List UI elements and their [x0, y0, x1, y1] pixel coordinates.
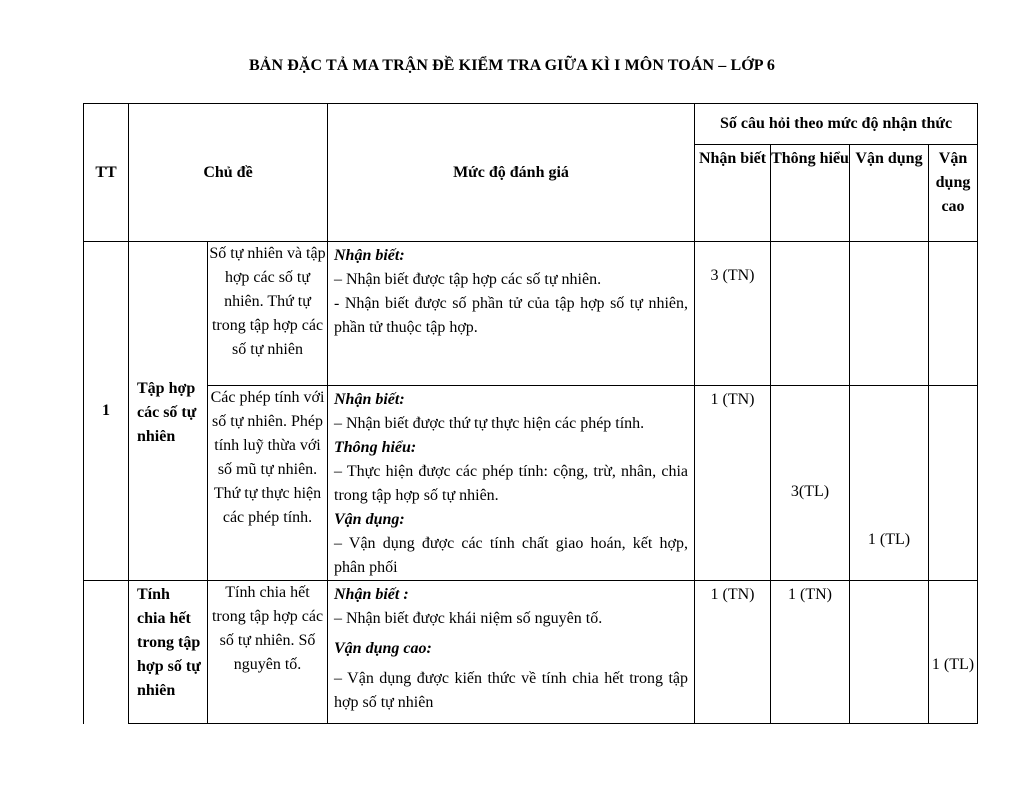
subtopic-cell: Các phép tính với số tự nhiên. Phép tính luỹ thừa với số mũ tự nhiên. Thứ tự thực hiện các phép tính. [208, 386, 328, 581]
count-van-dung [850, 242, 929, 386]
count-thong-hieu [771, 242, 850, 386]
level-label: Vận dụng: [334, 511, 405, 528]
header-muc-do-danh-gia: Mức độ đánh giá [328, 104, 695, 242]
assessment-description [328, 386, 695, 581]
assessment-description [328, 581, 695, 724]
table-row [84, 242, 978, 386]
level-label: Nhận biết: [334, 247, 405, 264]
count-van-dung: 1 (TL) [850, 386, 929, 581]
level-label: Nhận biết : [334, 586, 409, 603]
level-label: Thông hiểu: [334, 439, 417, 456]
count-nhan-biet: 1 (TN) [695, 386, 771, 581]
row-number [84, 581, 129, 724]
count-thong-hieu: 3(TL) [771, 386, 850, 581]
count-van-dung-cao [929, 386, 978, 581]
topic-cell: Tính chia hết trong tập hợp số tự nhiên [129, 581, 208, 724]
description-line: – Nhận biết được thứ tự thực hiện các phép tính. [334, 415, 645, 432]
header-level-van-dung-cao: Vận dụng cao [929, 145, 978, 242]
description-line: – Vận dụng được các tính chất giao hoán, kết hợp, phân phối [334, 535, 688, 576]
description-line: - Nhận biết được số phần tử của tập hợp số tự nhiên, phần tử thuộc tập hợp. [334, 295, 688, 336]
level-label: Vận dụng cao: [334, 640, 432, 657]
description-line: – Nhận biết được khái niệm số nguyên tố. [334, 610, 603, 627]
assessment-description [328, 242, 695, 386]
subtopic-cell: Tính chia hết trong tập hợp các số tự nhiên. Số nguyên tố. [208, 581, 328, 724]
count-nhan-biet: 1 (TN) [695, 581, 771, 724]
header-level-van-dung: Vận dụng [850, 145, 929, 242]
row-number: 1 [84, 242, 129, 581]
description-line: – Vận dụng được kiến thức về tính chia hết trong tập hợp số tự nhiên [334, 670, 688, 711]
count-van-dung-cao [929, 242, 978, 386]
document-title: BẢN ĐẶC TẢ MA TRẬN ĐỀ KIỂM TRA GIỮA KÌ I MÔN TOÁN – LỚP 6 [249, 57, 775, 74]
header-tt: TT [84, 104, 129, 242]
header-level-thong-hieu: Thông hiểu [771, 145, 850, 242]
subtopic-cell: Số tự nhiên và tập hợp các số tự nhiên. Thứ tự trong tập hợp các số tự nhiên [208, 242, 328, 386]
header-level-nhan-biet: Nhận biết [695, 145, 771, 242]
header-row [84, 104, 978, 145]
table-row [84, 581, 978, 724]
header-chu-de: Chủ đề [129, 104, 328, 242]
table-row [84, 386, 978, 581]
count-nhan-biet: 3 (TN) [695, 242, 771, 386]
description-line: – Nhận biết được tập hợp các số tự nhiên. [334, 271, 602, 288]
count-van-dung-cao: 1 (TL) [929, 581, 978, 724]
count-van-dung [850, 581, 929, 724]
level-label: Nhận biết: [334, 391, 405, 408]
topic-cell: Tập hợp các số tự nhiên [129, 242, 208, 581]
description-line: – Thực hiện được các phép tính: cộng, trừ, nhân, chia trong tập hợp số tự nhiên. [334, 463, 688, 504]
header-so-cau-hoi: Số câu hỏi theo mức độ nhận thức [695, 104, 978, 145]
specification-matrix-table [83, 103, 978, 724]
count-thong-hieu: 1 (TN) [771, 581, 850, 724]
